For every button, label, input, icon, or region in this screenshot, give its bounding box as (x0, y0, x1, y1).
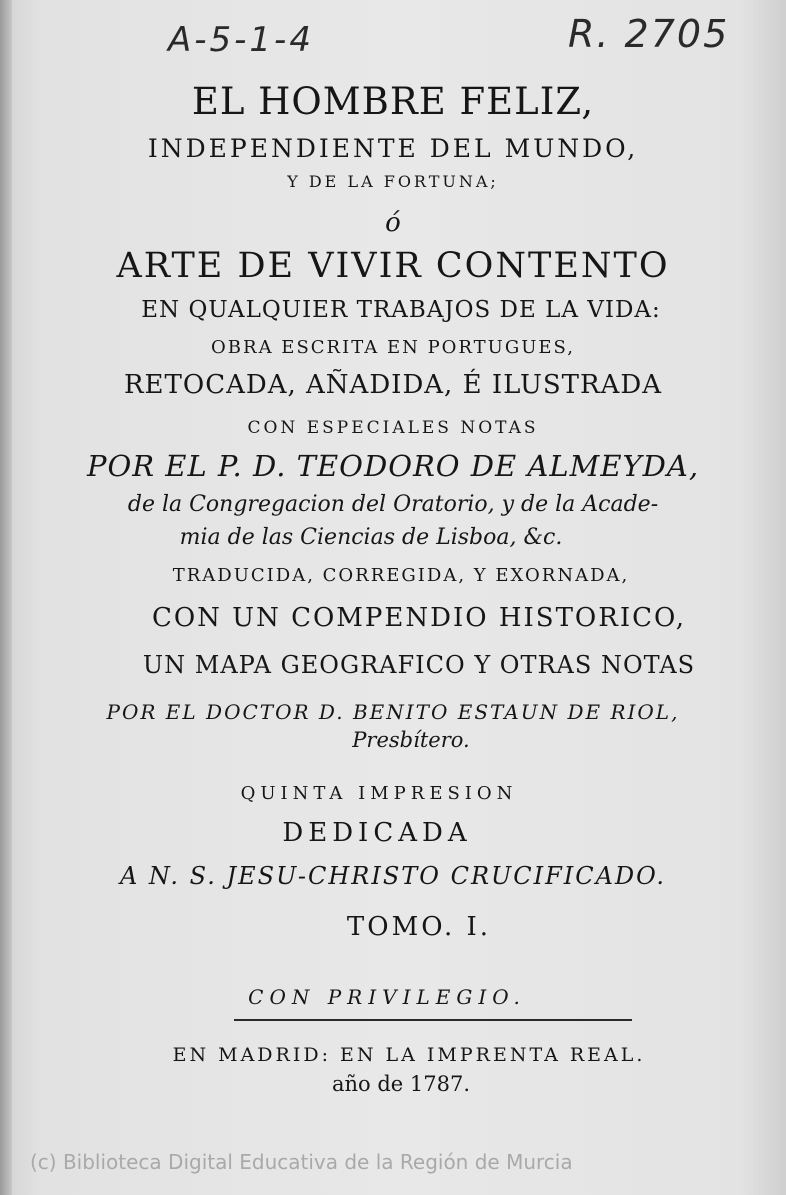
work-origin-note: OBRA ESCRITA EN PORTUGUES, (211, 337, 575, 358)
edits-note: RETOCADA, AÑADIDA, É ILUSTRADA (123, 370, 662, 400)
subtitle-fortuna: Y DE LA FORTUNA; (287, 172, 499, 191)
privilege-line: CON PRIVILEGIO. (248, 985, 526, 1009)
notes-line: CON ESPECIALES NOTAS (247, 418, 539, 438)
handwritten-shelfmark: A-5-1-4 (168, 20, 314, 60)
subtitle-independiente: INDEPENDIENTE DEL MUNDO, (147, 134, 639, 163)
dedication-heading: DEDICADA (282, 818, 472, 848)
handwritten-registry-number: R. 2705 (568, 12, 730, 56)
author-affiliation-line2: mia de las Ciencias de Lisboa, &c. (179, 525, 563, 550)
translator-line: POR EL DOCTOR D. BENITO ESTAUN DE RIOL, (106, 700, 680, 724)
volume-number: TOMO. I. (346, 912, 492, 942)
alternate-subtitle: EN QUALQUIER TRABAJOS DE LA VIDA: (141, 297, 661, 323)
year-line: año de 1787. (331, 1072, 471, 1096)
translation-note: TRADUCIDA, CORREGIDA, Y EXORNADA, (172, 565, 630, 586)
horizontal-rule (234, 1019, 632, 1021)
author-affiliation-line1: de la Congregacion del Oratorio, y de la Acade- (127, 492, 659, 517)
author-line: POR EL P. D. TEODORO DE ALMEYDA, (86, 449, 700, 483)
main-title: EL HOMBRE FELIZ, (191, 80, 595, 123)
map-line: UN MAPA GEOGRAFICO Y OTRAS NOTAS (142, 651, 696, 679)
conjunction-o: ó (385, 208, 401, 238)
dedicatee-line: A N. S. JESU-CHRISTO CRUCIFICADO. (119, 862, 667, 890)
library-watermark: (c) Biblioteca Digital Educativa de la Región de Murcia (30, 1150, 573, 1174)
edition-line: QUINTA IMPRESION (240, 783, 518, 804)
alternate-title: ARTE DE VIVIR CONTENTO (116, 246, 670, 286)
compendium-line: CON UN COMPENDIO HISTORICO, (151, 603, 687, 633)
translator-role: Presbítero. (352, 728, 470, 752)
imprint-line: EN MADRID: EN LA IMPRENTA REAL. (172, 1044, 646, 1066)
